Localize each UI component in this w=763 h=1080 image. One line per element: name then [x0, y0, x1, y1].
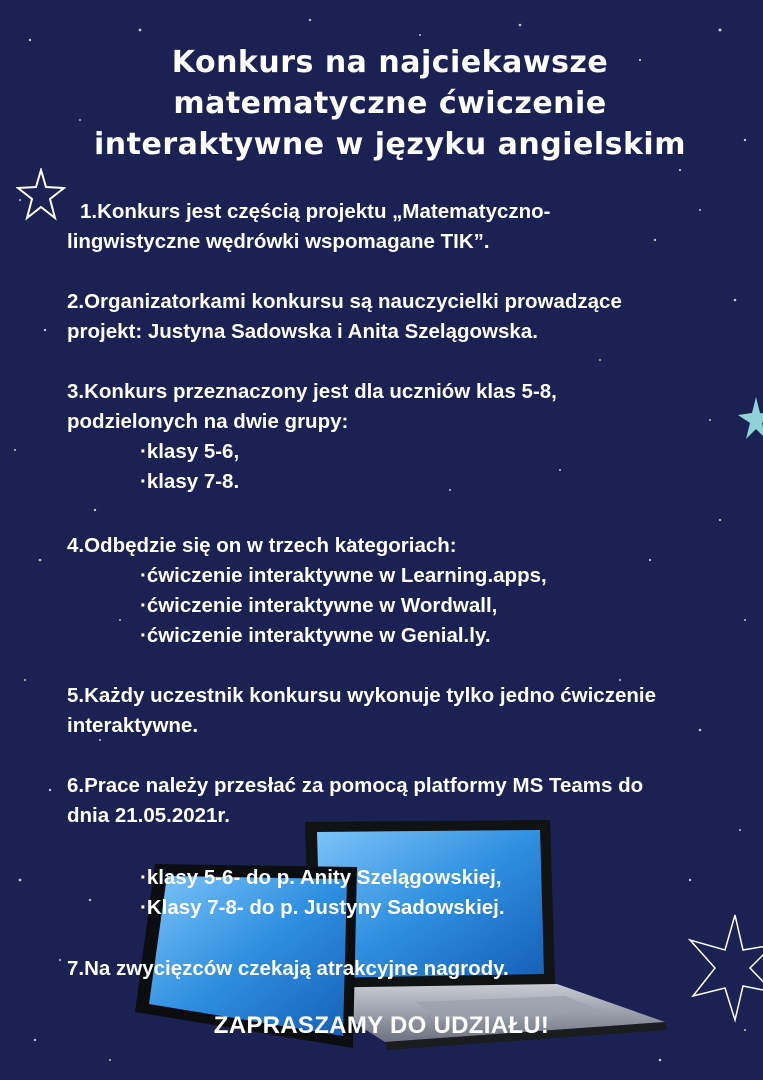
- rule-3-line-1: 3.Konkurs przeznaczony jest dla uczniów klas 5-8,: [67, 380, 557, 403]
- rule-6-line-2: dnia 21.05.2021r.: [67, 804, 230, 827]
- rule-6-item-2: ·Klasy 7-8- do p. Justyny Sadowskiej.: [140, 896, 505, 919]
- rule-4-item-3: ·ćwiczenie interaktywne w Genial.ly.: [140, 624, 491, 647]
- rule-5-line-2: interaktywne.: [67, 714, 199, 737]
- rule-6-item-1: ·klasy 5-6- do p. Anity Szelągowskiej,: [140, 866, 502, 889]
- poster-title: [40, 42, 740, 165]
- title-line-2: matematyczne ćwiczenie: [173, 86, 607, 121]
- star-filled-icon: [736, 395, 763, 443]
- rule-4-item-2: ·ćwiczenie interaktywne w Wordwall,: [140, 594, 498, 617]
- star-outline-icon: [16, 168, 66, 222]
- rule-3-item-2: ·klasy 7-8.: [140, 470, 240, 493]
- rule-1-line-2: lingwistyczne wędrówki wspomagane TIK”.: [67, 230, 490, 253]
- closing-invitation: ZAPRASZAMY DO UDZIAŁU!: [213, 1012, 550, 1039]
- star-outline-icon: [685, 910, 763, 1025]
- rule-3-line-2: podzielonych na dwie grupy:: [67, 410, 349, 433]
- rule-4-item-1: ·ćwiczenie interaktywne w Learning.apps,: [140, 564, 547, 587]
- rule-6-line-1: 6.Prace należy przesłać za pomocą platformy MS Teams do: [67, 774, 644, 797]
- rule-1-line-1: 1.Konkurs jest częścią projektu „Matematyczno-: [80, 200, 551, 223]
- rule-4-line-1: 4.Odbędzie się on w trzech kategoriach:: [67, 534, 457, 557]
- title-line-3: interaktywne w języku angielskim: [94, 127, 686, 162]
- rule-2-line-2: projekt: Justyna Sadowska i Anita Szelągowska.: [67, 320, 538, 343]
- rule-3-item-1: ·klasy 5-6,: [140, 440, 240, 463]
- rule-7-line-1: 7.Na zwycięzców czekają atrakcyjne nagrody.: [67, 957, 509, 980]
- rule-2-line-1: 2.Organizatorkami konkursu są nauczycielki prowadzące: [67, 290, 622, 313]
- title-line-1: Konkurs na najciekawsze: [171, 45, 609, 80]
- rule-5-line-1: 5.Każdy uczestnik konkursu wykonuje tylko jedno ćwiczenie: [67, 684, 656, 707]
